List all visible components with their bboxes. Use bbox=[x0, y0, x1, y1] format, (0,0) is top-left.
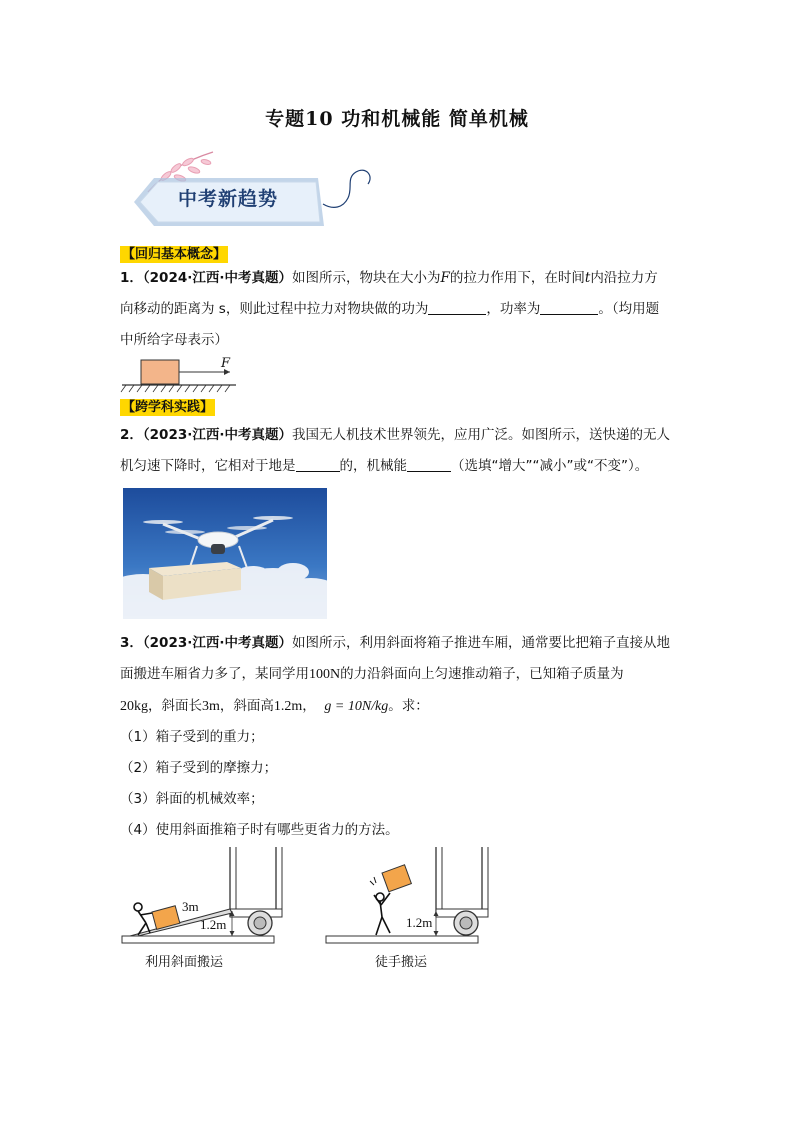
q3-length-value: 3m bbox=[202, 699, 220, 714]
q2-number: 2． bbox=[120, 427, 143, 443]
q3-figure-manual bbox=[324, 845, 494, 947]
q1-force-label: F bbox=[221, 356, 231, 371]
q1-line-2 bbox=[120, 299, 680, 319]
q1-line-3: 中所给字母表示） bbox=[120, 332, 228, 348]
q3-item-4: （4）使用斜面推箱子时有哪些更省力的方法。 bbox=[120, 822, 399, 838]
q1-source: （2024·江西·中考真题） bbox=[142, 270, 292, 286]
drone-image bbox=[123, 488, 327, 619]
q3-text: 如图所示，利用斜面将箱子推进车厢，通常要比把箱子直接从地 bbox=[292, 635, 670, 651]
q1-text: 如图所示，物块在大小为 bbox=[292, 270, 441, 286]
q1-var-f: F bbox=[440, 270, 450, 286]
q3-mass-value: 20kg bbox=[120, 699, 148, 714]
q3-text: ， bbox=[302, 698, 316, 714]
q2-source: （2023·江西·中考真题） bbox=[142, 427, 292, 443]
q3-gravity-value: g = 10N/kg bbox=[324, 699, 389, 714]
q3-line-1 bbox=[120, 633, 680, 653]
person-lifting-icon bbox=[374, 893, 390, 935]
q3-figure-ramp bbox=[120, 845, 286, 947]
q3-number: 3． bbox=[120, 635, 143, 651]
q2-text: 机匀速下降时，它相对于地是 bbox=[120, 458, 296, 474]
q3-height-value: 1.2m bbox=[273, 699, 303, 714]
ramp-height-label: 1.2m bbox=[200, 917, 227, 932]
manual-height-label: 1.2m bbox=[406, 915, 433, 930]
q1-number: 1． bbox=[120, 270, 143, 286]
q2-text: 的，机械能 bbox=[339, 458, 407, 474]
q3-item-1: （1）箱子受到的重力； bbox=[120, 729, 264, 745]
trend-banner bbox=[118, 150, 378, 250]
q1-text: 内沿拉力方 bbox=[590, 270, 658, 286]
q1-blank-work[interactable] bbox=[428, 300, 486, 315]
q3-text: 面搬进车厢省力多了，某同学用 bbox=[120, 666, 309, 682]
q1-text: 向移动的距离为 s，则此过程中拉力对物块做的功为 bbox=[120, 301, 429, 317]
q2-blank-motion[interactable] bbox=[296, 457, 340, 472]
q3-text: ，斜面高 bbox=[219, 698, 274, 714]
q3-force-value: 100N bbox=[309, 667, 341, 682]
q3-source: （2023·江西·中考真题） bbox=[142, 635, 292, 651]
q2-line-2 bbox=[120, 456, 680, 476]
q3-text: ，斜面长 bbox=[148, 698, 202, 714]
page-title: 专题10 功和机械能 简单机械 bbox=[265, 108, 529, 130]
q2-blank-energy[interactable] bbox=[407, 457, 451, 472]
q2-text: （选填“增大”“减小”或“不变”）。 bbox=[451, 458, 649, 474]
drone-photo bbox=[123, 488, 327, 619]
q3-caption-ramp: 利用斜面搬运 bbox=[145, 955, 224, 970]
q1-blank-power[interactable] bbox=[540, 300, 598, 315]
q3-caption-manual: 徒手搬运 bbox=[375, 955, 428, 970]
section-tag-basic: 【回归基本概念】 bbox=[122, 247, 227, 262]
q2-line-1 bbox=[120, 425, 680, 445]
q1-text: 的拉力作用下，在时间 bbox=[449, 270, 585, 286]
q3-text: 的力沿斜面向上匀速推动箱子，已知箱子质量为 bbox=[340, 666, 624, 682]
ramp-length-label: 3m bbox=[182, 899, 199, 914]
person-icon bbox=[134, 903, 152, 935]
q3-item-3: （3）斜面的机械效率； bbox=[120, 791, 264, 807]
effort-icon bbox=[370, 877, 376, 885]
q2-text: 我国无人机技术世界领先，应用广泛。如图所示，送快递的无人 bbox=[292, 427, 670, 443]
q1-text: ，功率为 bbox=[486, 301, 541, 317]
q1-line-1 bbox=[120, 268, 680, 288]
q3-item-2: （2）箱子受到的摩擦力； bbox=[120, 760, 278, 776]
q3-line-2 bbox=[120, 664, 680, 685]
q1-figure bbox=[120, 354, 240, 396]
q3-line-3 bbox=[120, 696, 680, 717]
q1-text: 。（均用题 bbox=[598, 301, 660, 317]
q1-var-t: t bbox=[584, 270, 591, 286]
q3-text: 。求： bbox=[388, 698, 429, 714]
banner-text: 中考新趋势 bbox=[178, 188, 279, 210]
section-tag-cross: 【跨学科实践】 bbox=[122, 400, 214, 415]
